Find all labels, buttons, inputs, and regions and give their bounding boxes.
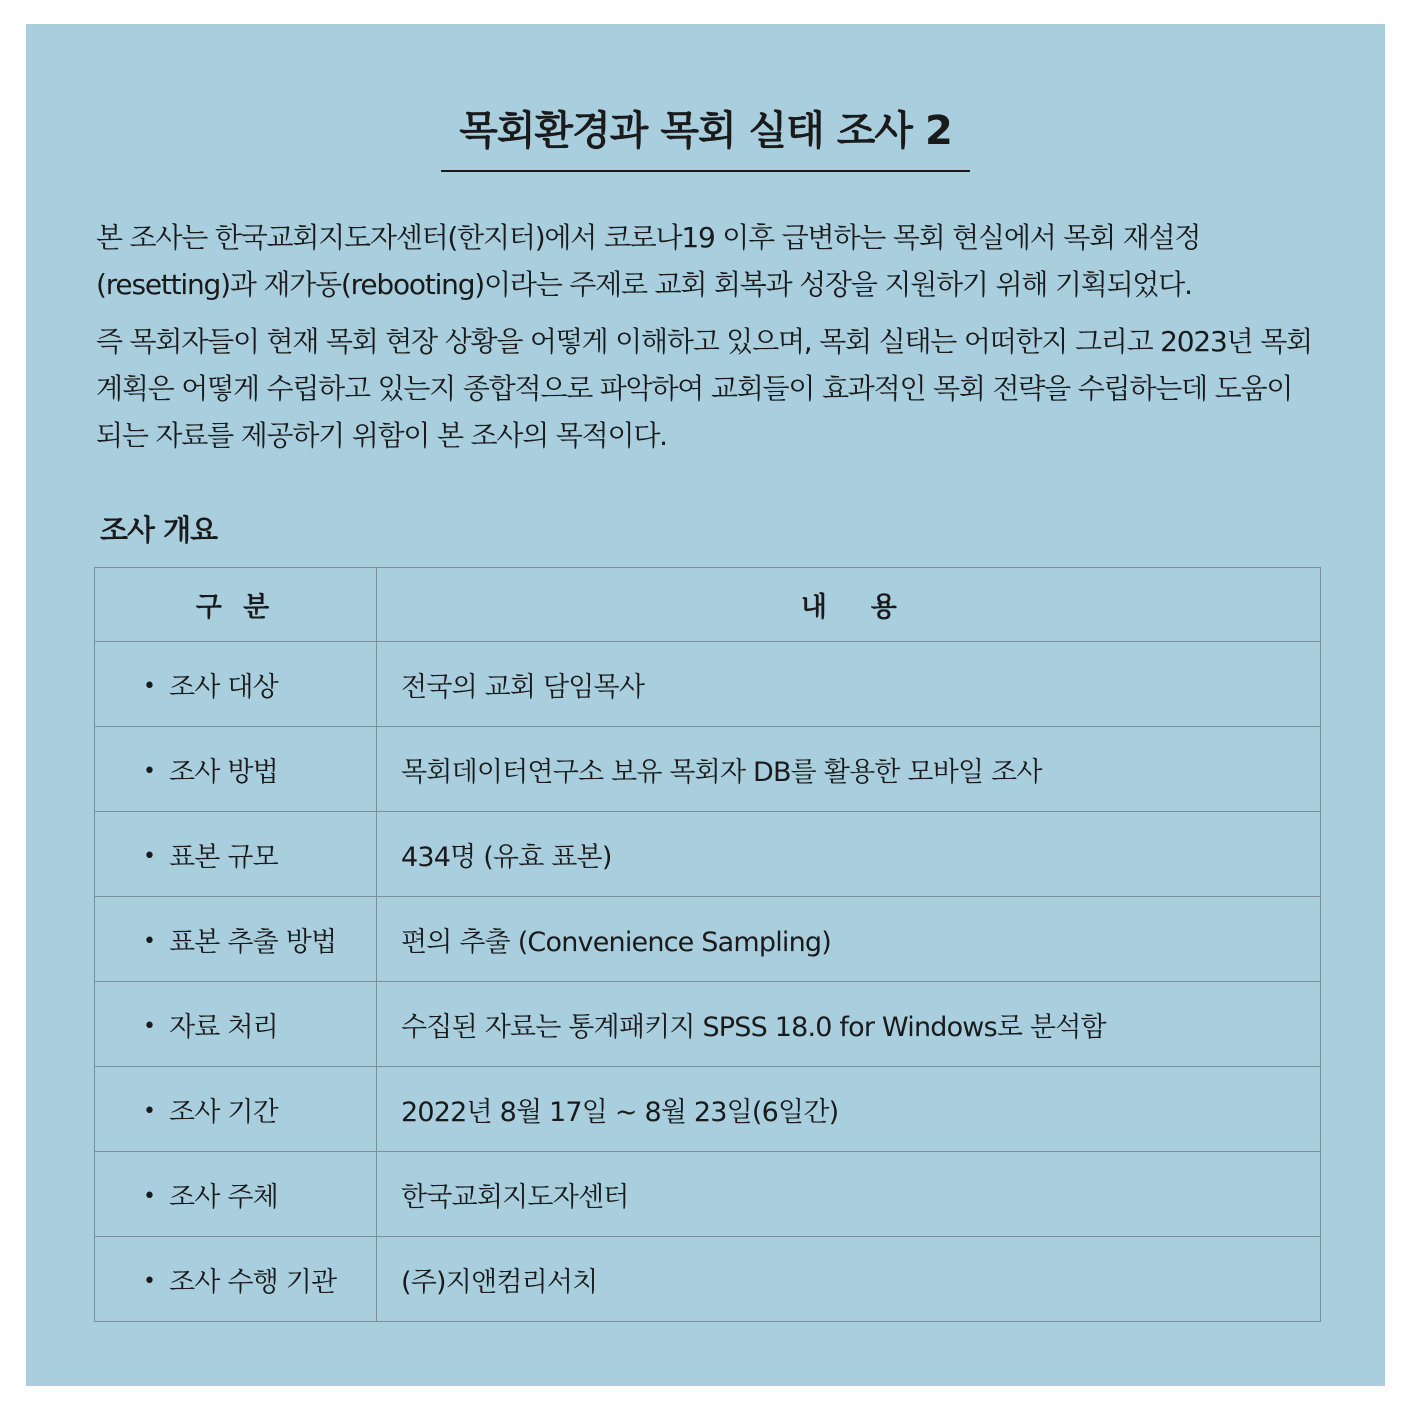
table-row (95, 1067, 1321, 1152)
row-value: 목회데이터연구소 보유 목회자 DB를 활용한 모바일 조사 (377, 727, 1321, 812)
row-value: (주)지앤컴리서치 (377, 1237, 1321, 1322)
bullet-icon: • (143, 1268, 156, 1294)
title-wrap (26, 108, 1385, 172)
table-row (95, 727, 1321, 812)
intro-text (96, 214, 1316, 469)
row-label: • 표본 추출 방법 (95, 897, 377, 982)
intro-paragraph-1: 본 조사는 한국교회지도자센터(한지터)에서 코로나19 이후 급변하는 목회 현실에서 목회 재설정(resetting)과 재가동(rebooting)이라는 주제로 교회 회복과 성장을 지원하기 위해 기획되었다. (96, 221, 1201, 301)
row-label: • 자료 처리 (95, 982, 377, 1067)
row-label: • 조사 수행 기관 (95, 1237, 377, 1322)
header-content: 내 용 (377, 568, 1321, 642)
row-value: 편의 추출 (Convenience Sampling) (377, 897, 1321, 982)
bullet-icon: • (143, 758, 156, 784)
table-row (95, 812, 1321, 897)
page-title: 목회환경과 목회 실태 조사 2 (441, 108, 970, 172)
table-row (95, 897, 1321, 982)
table-row (95, 1237, 1321, 1322)
intro-paragraph-2: 즉 목회자들이 현재 목회 현장 상황을 어떻게 이해하고 있으며, 목회 실태는 어떠한지 그리고 2023년 목회 계획은 어떻게 수립하고 있는지 종합적으로 파악하여 교회들이 효과적인 목회 전략을 수립하는데 도움이 되는 자료를 제공하기 위함이 본 조사의 목적이다. (96, 325, 1312, 452)
bullet-icon: • (143, 843, 156, 869)
row-label: • 조사 기간 (95, 1067, 377, 1152)
row-label: • 표본 규모 (95, 812, 377, 897)
header-category: 구 분 (95, 568, 377, 642)
table-row (95, 642, 1321, 727)
row-value: 2022년 8월 17일 ~ 8월 23일(6일간) (377, 1067, 1321, 1152)
bullet-icon: • (143, 928, 156, 954)
section-heading: 조사 개요 (100, 513, 218, 547)
bullet-icon: • (143, 1183, 156, 1209)
table-header-row (95, 568, 1321, 642)
row-value: 전국의 교회 담임목사 (377, 642, 1321, 727)
bullet-icon: • (143, 673, 156, 699)
row-value: 434명 (유효 표본) (377, 812, 1321, 897)
row-value: 수집된 자료는 통계패키지 SPSS 18.0 for Windows로 분석함 (377, 982, 1321, 1067)
row-label: • 조사 주체 (95, 1152, 377, 1237)
bullet-icon: • (143, 1013, 156, 1039)
row-label: • 조사 대상 (95, 642, 377, 727)
row-value: 한국교회지도자센터 (377, 1152, 1321, 1237)
overview-table (94, 567, 1321, 1322)
table-row (95, 982, 1321, 1067)
table-row (95, 1152, 1321, 1237)
content-panel (26, 24, 1385, 1386)
row-label: • 조사 방법 (95, 727, 377, 812)
bullet-icon: • (143, 1098, 156, 1124)
